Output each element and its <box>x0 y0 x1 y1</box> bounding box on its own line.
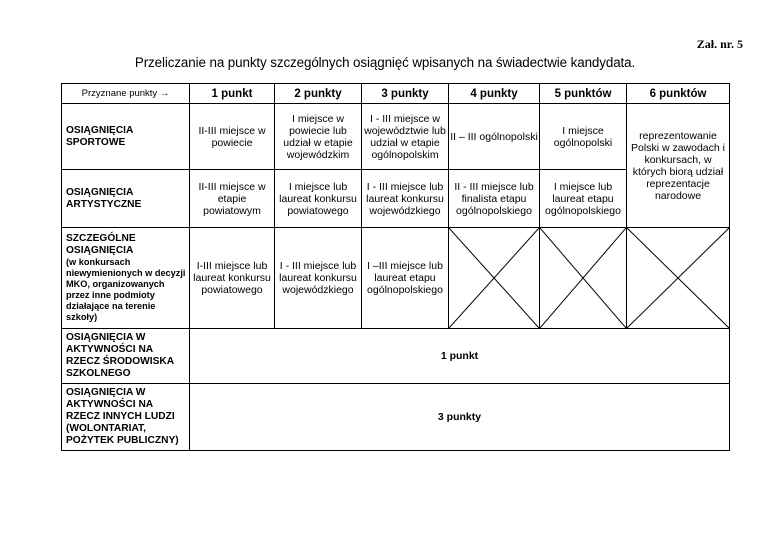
column-header-5: 5 punktów <box>540 84 627 104</box>
column-header-3: 3 punkty <box>362 84 449 104</box>
points-table <box>61 83 730 451</box>
cell-special-6-crossed <box>627 228 730 329</box>
column-header-1: 1 punkt <box>190 84 275 104</box>
table-row <box>62 384 730 451</box>
cell-school-value: 1 punkt <box>190 329 730 384</box>
cell-sport-4: II – III ogólnopolski <box>449 104 540 170</box>
row-label-volunteer: OSIĄGNIĘCIA W AKTYWNOŚCI NA RZECZ INNYCH LUDZI (WOLONTARIAT, POŻYTEK PUBLICZNY) <box>62 384 190 451</box>
cell-special-1: I-III miejsce lub laureat konkursu powiatowego <box>190 228 275 329</box>
cell-art-4: II - III miejsce lub finalista etapu ogólnopolskiego <box>449 170 540 228</box>
corner-header: Przyznane punkty → <box>62 84 190 104</box>
document-title: Przeliczanie na punkty szczególnych osiągnięć wpisanych na świadectwie kandydata. <box>134 55 636 70</box>
cell-sport-3: I - III miejsce w województwie lub udział w etapie ogólnopolskim <box>362 104 449 170</box>
cell-volunteer-value: 3 punkty <box>190 384 730 451</box>
cell-sport-1: II-III miejsce w powiecie <box>190 104 275 170</box>
row-label-school: OSIĄGNIĘCIA W AKTYWNOŚCI NA RZECZ ŚRODOWISKA SZKOLNEGO <box>62 329 190 384</box>
cell-art-1: II-III miejsce w etapie powiatowym <box>190 170 275 228</box>
row-label-special <box>62 228 190 329</box>
table-row <box>62 329 730 384</box>
cell-six-points-shared: reprezentowanie Polski w zawodach i konkursach, w których biorą udział reprezentacje narodowe <box>627 104 730 228</box>
row-label-special-note: (w konkursach niewymienionych w decyzji MKO, organizowanych przez inne podmioty działające na terenie szkoły) <box>66 257 186 322</box>
annex-label: Zał. nr. 5 <box>696 37 743 51</box>
column-header-2: 2 punkty <box>275 84 362 104</box>
row-label-special-title: SZCZEGÓLNE OSIĄGNIĘCIA <box>66 233 136 256</box>
cell-art-2: I miejsce lub laureat konkursu powiatowego <box>275 170 362 228</box>
cell-special-5-crossed <box>540 228 627 329</box>
row-label-sport: OSIĄGNIĘCIA SPORTOWE <box>62 104 190 170</box>
column-header-4: 4 punkty <box>449 84 540 104</box>
cell-art-3: I - III miejsce lub laureat konkursu wojewódzkiego <box>362 170 449 228</box>
table-header-row <box>62 84 730 104</box>
table-row <box>62 228 730 329</box>
cell-special-2: I - III miejsce lub laureat konkursu wojewódzkiego <box>275 228 362 329</box>
cross-icon <box>627 228 729 328</box>
cell-art-5: I miejsce lub laureat etapu ogólnopolskiego <box>540 170 627 228</box>
cell-special-3: I –III miejsce lub laureat etapu ogólnopolskiego <box>362 228 449 329</box>
column-header-6: 6 punktów <box>627 84 730 104</box>
cross-icon <box>449 228 539 328</box>
cell-sport-5: I miejsce ogólnopolski <box>540 104 627 170</box>
cell-special-4-crossed <box>449 228 540 329</box>
row-label-art: OSIĄGNIĘCIA ARTYSTYCZNE <box>62 170 190 228</box>
cell-sport-2: I miejsce w powiecie lub udział w etapie wojewódzkim <box>275 104 362 170</box>
table-row <box>62 104 730 170</box>
cross-icon <box>540 228 626 328</box>
